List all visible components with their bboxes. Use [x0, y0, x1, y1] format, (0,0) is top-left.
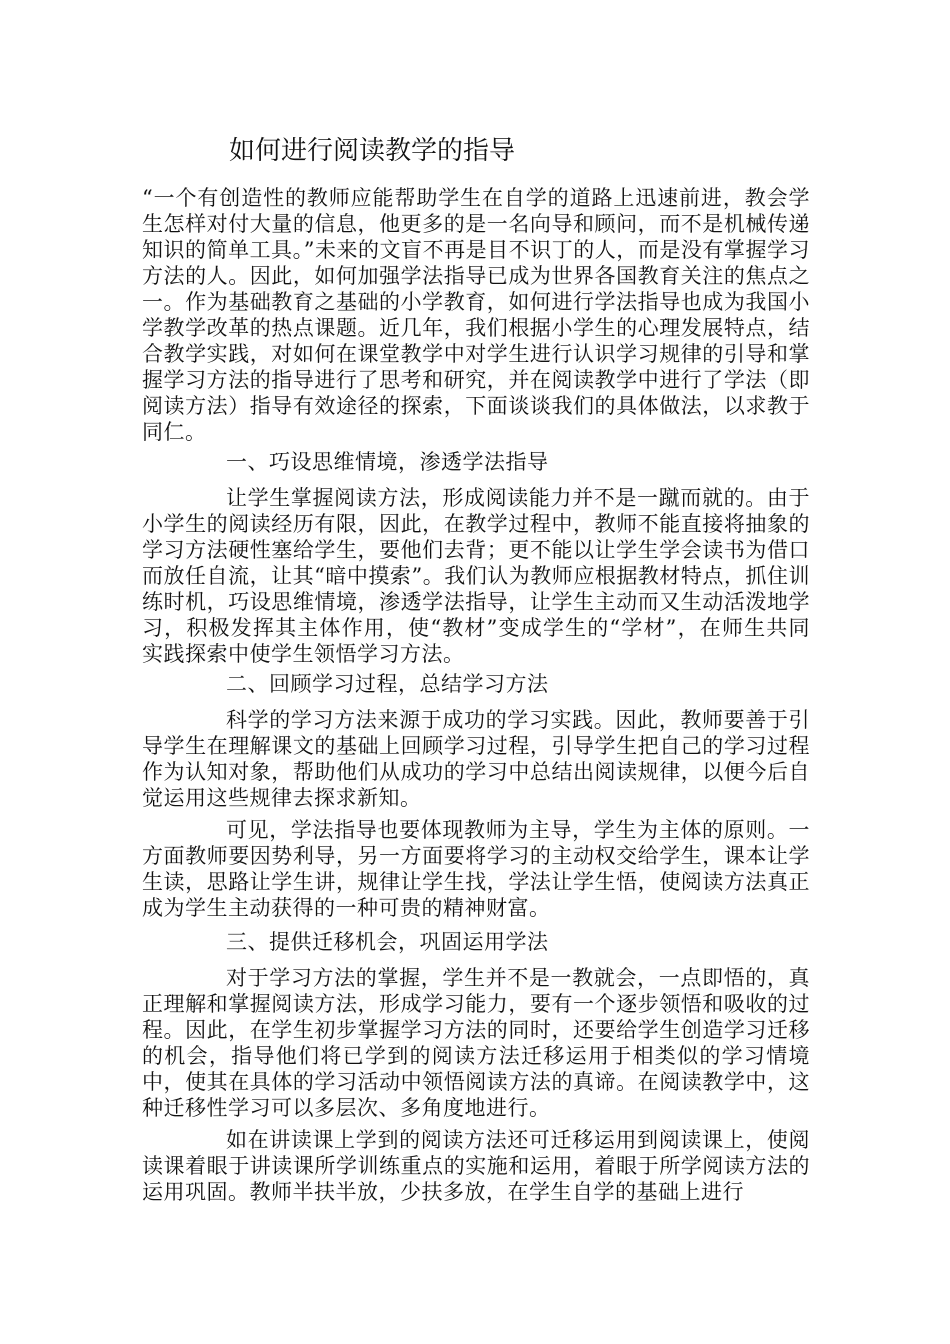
section-1-heading: 一、巧设思维情境，渗透学法指导	[226, 450, 549, 474]
section-1-paragraph-1: 让学生掌握阅读方法，形成阅读能力并不是一蹴而就的。由于小学生的阅读经历有限，因此，在教学过程中，教师不能直接将抽象的学习方法硬性塞给学生，要他们去背；更不能以让学生学会读书为借口而放任自流，让其“暗中摸索”。我们认为教师应根据教材特点，抓住训练时机，巧设思维情境，渗透学法指导，让学生主动而又生动活泼地学习，积极发挥其主体作用，使“教材”变成学生的“学材”，在师生共同实践探索中使学生领悟学习方法。	[142, 486, 810, 666]
section-3-heading: 三、提供迁移机会，巩固运用学法	[226, 930, 549, 954]
intro-paragraph: “一个有创造性的教师应能帮助学生在自学的道路上迅速前进，教会学生怎样对付大量的信息，他更多的是一名向导和顾问，而不是机械传递知识的简单工具。”未来的文盲不再是目不识丁的人，而是没有掌握学习方法的人。因此，如何加强学法指导已成为世界各国教育关注的焦点之一。作为基础教育之基础的小学教育，如何进行学法指导也成为我国小学教学改革的热点课题。近几年，我们根据小学生的心理发展特点，结合教学实践，对如何在课堂教学中对学生进行认识学习规律的引导和掌握学习方法的指导进行了思考和研究，并在阅读教学中进行了学法（即阅读方法）指导有效途径的探索，下面谈谈我们的具体做法，以求教于同仁。	[142, 186, 810, 444]
section-2-heading: 二、回顾学习过程，总结学习方法	[226, 672, 549, 696]
section-2-paragraph-2: 可见，学法指导也要体现教师为主导，学生为主体的原则。一方面教师要因势利导，另一方面要将学习的主动权交给学生，课本让学生读，思路让学生讲，规律让学生找，学法让学生悟，使阅读方法真正成为学生主动获得的一种可贵的精神财富。	[142, 818, 810, 920]
section-3-paragraph-1: 对于学习方法的掌握，学生并不是一教就会，一点即悟的，真正理解和掌握阅读方法，形成学习能力，要有一个逐步领悟和吸收的过程。因此，在学生初步掌握学习方法的同时，还要给学生创造学习迁移的机会，指导他们将已学到的阅读方法迁移运用于相类似的学习情境中，使其在具体的学习活动中领悟阅读方法的真谛。在阅读教学中，这种迁移性学习可以多层次、多角度地进行。	[142, 966, 810, 1120]
document-title: 如何进行阅读教学的指导	[229, 136, 516, 166]
section-2-paragraph-1: 科学的学习方法来源于成功的学习实践。因此，教师要善于引导学生在理解课文的基础上回顾学习过程，引导学生把自己的学习过程作为认知对象，帮助他们从成功的学习中总结出阅读规律，以便今后自觉运用这些规律去探求新知。	[142, 708, 810, 810]
section-3-paragraph-2: 如在讲读课上学到的阅读方法还可迁移运用到阅读课上，使阅读课着眼于讲读课所学训练重点的实施和运用，着眼于所学阅读方法的运用巩固。教师半扶半放，少扶多放，在学生自学的基础上进行	[142, 1128, 810, 1204]
